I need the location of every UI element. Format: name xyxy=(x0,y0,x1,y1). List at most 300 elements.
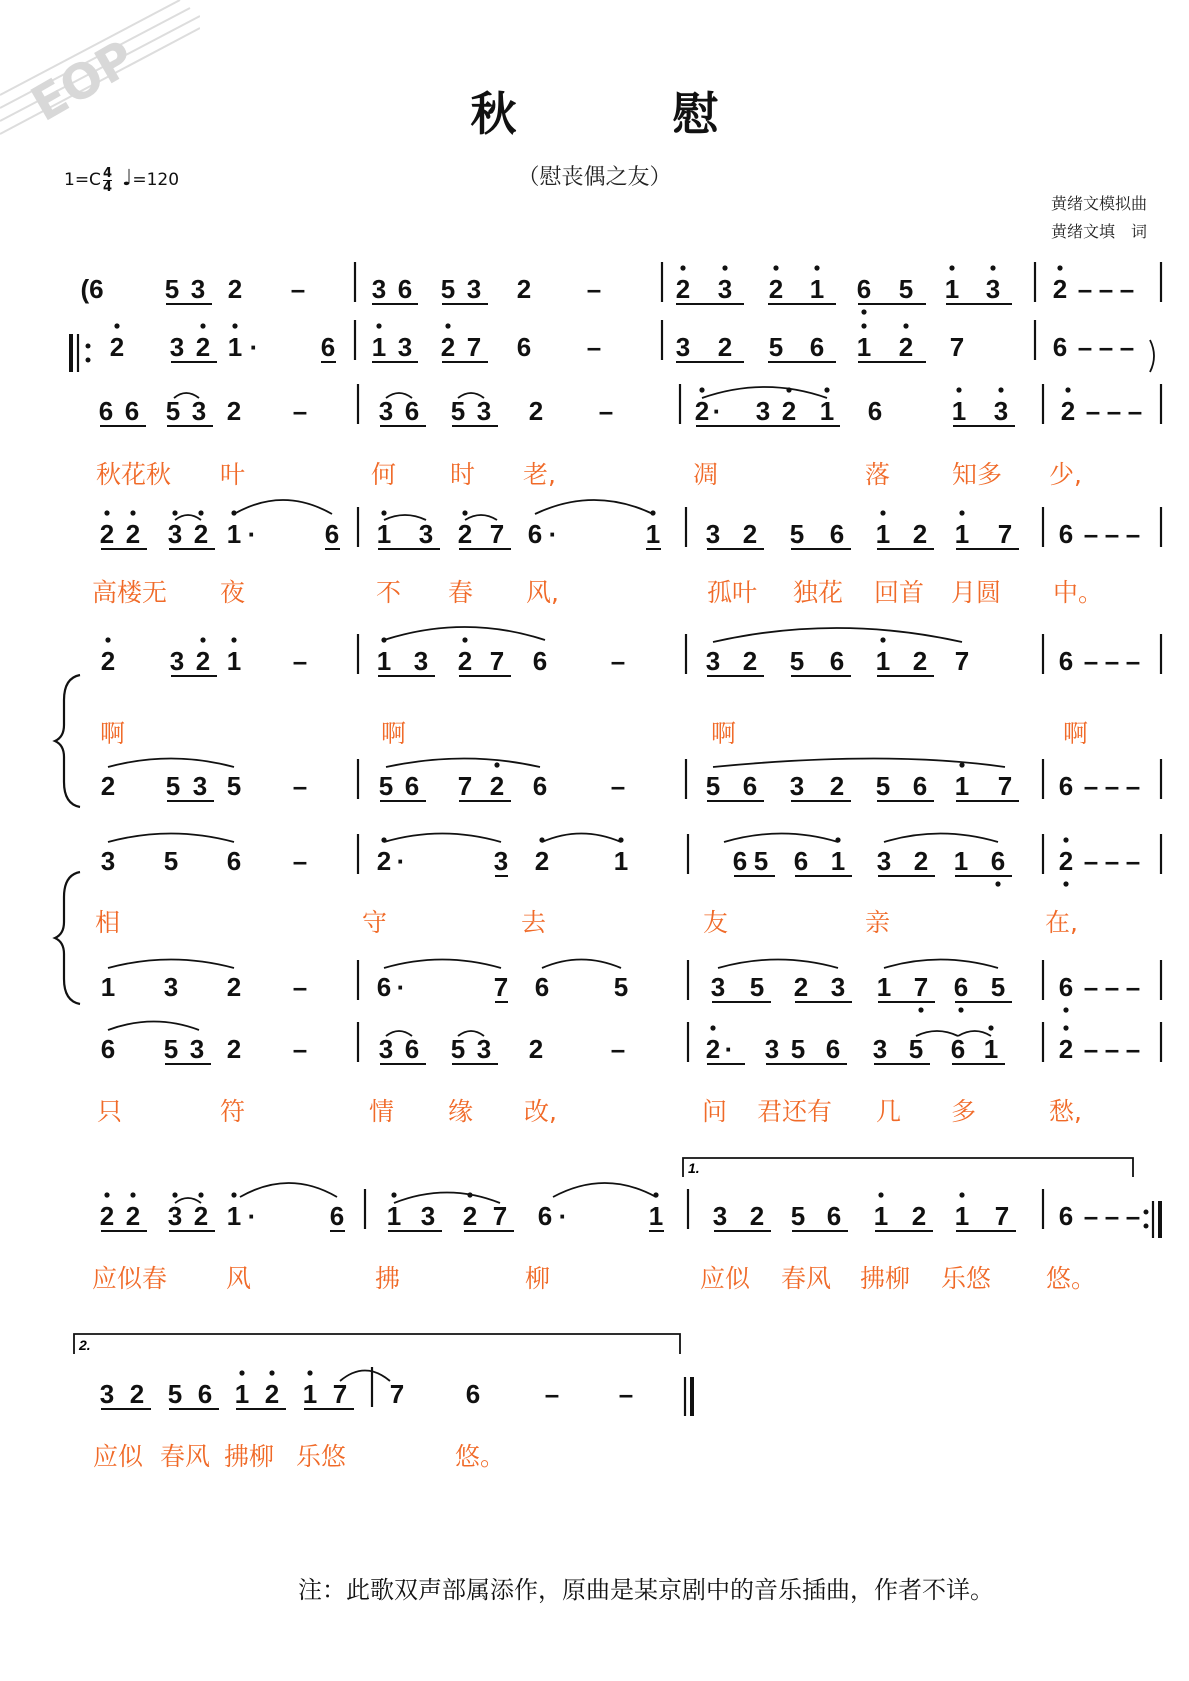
note: 5 xyxy=(898,274,914,304)
note: 6 xyxy=(404,771,420,801)
note: 2 xyxy=(528,396,544,426)
octave-dot-high xyxy=(200,637,205,642)
lyric-word: 不 xyxy=(376,578,402,607)
note: 2 xyxy=(227,274,243,304)
notation-row-5 xyxy=(101,634,1161,676)
note: 1 xyxy=(953,846,969,876)
note: 3 xyxy=(192,771,208,801)
note: 1 xyxy=(302,1379,318,1409)
note: 2 xyxy=(193,519,209,549)
lyric-line-1 xyxy=(96,460,1082,489)
lyric-word: 啊 xyxy=(1063,719,1089,748)
note: 3 xyxy=(675,332,691,362)
lyric-word: 独花 xyxy=(793,578,844,607)
note: · xyxy=(396,972,406,1002)
octave-dot-high xyxy=(680,265,685,270)
note: 3 xyxy=(167,519,183,549)
octave-dot-high xyxy=(130,510,135,515)
note: 7 xyxy=(489,646,505,676)
note: 5 xyxy=(790,1034,806,1064)
note: – xyxy=(1083,972,1099,1002)
note: 3 xyxy=(755,396,771,426)
notation-row-11 xyxy=(100,1367,633,1409)
octave-dot-high xyxy=(231,1192,236,1197)
note: – xyxy=(1119,332,1135,362)
lyric-word: 拂柳 xyxy=(860,1264,911,1293)
octave-dot-high xyxy=(231,637,236,642)
note: 5 xyxy=(163,1034,179,1064)
note: 6 xyxy=(990,846,1006,876)
note: 2 xyxy=(913,846,929,876)
octave-dot-high xyxy=(462,510,467,515)
note: – xyxy=(1104,646,1120,676)
note: 2 xyxy=(912,646,928,676)
octave-dot-high xyxy=(232,323,237,328)
lyric-word: 风, xyxy=(526,578,559,607)
note: · xyxy=(396,846,406,876)
note: 6 xyxy=(100,1034,116,1064)
note: 6 xyxy=(829,519,845,549)
note: 6 xyxy=(404,1034,420,1064)
lyric-word: 凋 xyxy=(693,460,719,489)
note: – xyxy=(618,1379,634,1409)
note: 2 xyxy=(489,771,505,801)
note: 3 xyxy=(397,332,413,362)
note: 6 xyxy=(826,1201,842,1231)
note: – xyxy=(290,274,306,304)
octave-dot-high xyxy=(988,1025,993,1030)
note: – xyxy=(1083,846,1099,876)
note: – xyxy=(1125,972,1141,1002)
note: 6 xyxy=(329,1201,345,1231)
lyric-word: 友 xyxy=(703,908,729,937)
octave-dot-high xyxy=(878,1192,883,1197)
octave-dot-high xyxy=(200,323,205,328)
lyric-word: 守 xyxy=(362,908,388,937)
note: 2 xyxy=(99,519,115,549)
lyric-word: 高楼无 xyxy=(92,578,168,607)
note: 6 xyxy=(1052,332,1068,362)
note: – xyxy=(610,771,626,801)
note: 5 xyxy=(165,771,181,801)
volta-bracket-2 xyxy=(74,1334,680,1354)
note: 6 xyxy=(537,1201,553,1231)
note: 6 xyxy=(1058,519,1074,549)
note: 6 xyxy=(950,1034,966,1064)
octave-dot-high xyxy=(104,1192,109,1197)
note: – xyxy=(1125,846,1141,876)
lyric-word: 春风 xyxy=(160,1442,211,1471)
octave-dot-high xyxy=(104,510,109,515)
lyric-word: 风 xyxy=(226,1264,252,1293)
octave-dot-high xyxy=(1057,265,1062,270)
octave-dot-high xyxy=(722,265,727,270)
note: 2 xyxy=(264,1379,280,1409)
octave-dot-high xyxy=(462,637,467,642)
note: 5 xyxy=(790,1201,806,1231)
note: 1 xyxy=(371,332,387,362)
octave-dot-high xyxy=(1063,1025,1068,1030)
lyric-word: 只 xyxy=(97,1097,123,1126)
note: 1 xyxy=(226,1201,242,1231)
lyric-word: 去 xyxy=(521,908,547,937)
note: 2 xyxy=(717,332,733,362)
note: 1 xyxy=(809,274,825,304)
lyric-word: 应似 xyxy=(700,1264,751,1293)
note: 6 xyxy=(534,972,550,1002)
note: 3 xyxy=(418,519,434,549)
note: – xyxy=(1125,1034,1141,1064)
octave-dot-high xyxy=(998,387,1003,392)
lyric-word: 悠。 xyxy=(1046,1264,1097,1293)
note: 3 xyxy=(466,274,482,304)
note: 6 xyxy=(829,646,845,676)
note: 6 xyxy=(742,771,758,801)
note: 6 xyxy=(376,972,392,1002)
note: 7 xyxy=(332,1379,348,1409)
notation-row-1 xyxy=(80,262,1161,315)
octave-dot-high xyxy=(880,637,885,642)
note: 5 xyxy=(450,1034,466,1064)
octave-dot-high xyxy=(130,1192,135,1197)
lyric-word: 亲 xyxy=(865,908,891,937)
note: – xyxy=(1125,646,1141,676)
note: 2 xyxy=(440,332,456,362)
octave-dot-high xyxy=(105,637,110,642)
note: · xyxy=(558,1201,568,1231)
note: 7 xyxy=(994,1201,1010,1231)
note: 3 xyxy=(189,1034,205,1064)
note: 3 xyxy=(163,972,179,1002)
octave-dot-high xyxy=(861,323,866,328)
note: – xyxy=(1125,1201,1141,1231)
lyric-word: 情 xyxy=(369,1097,395,1126)
note: 2 xyxy=(768,274,784,304)
lyric-line-2 xyxy=(92,578,1103,607)
watermark-text: EOP xyxy=(22,29,145,133)
note: – xyxy=(292,646,308,676)
repeat-end-sign xyxy=(1144,1201,1161,1238)
note: 3 xyxy=(830,972,846,1002)
lyric-word: 时 xyxy=(450,460,476,489)
notation-row-7 xyxy=(101,834,1161,887)
song-subtitle: （慰丧偶之友） xyxy=(517,165,672,190)
tempo-marking: =120 xyxy=(132,170,180,190)
lyric-word: 几 xyxy=(876,1097,902,1126)
lyric-line-3 xyxy=(100,719,1088,748)
note: 6 xyxy=(1058,646,1074,676)
note: 2 xyxy=(1052,274,1068,304)
octave-dot-high xyxy=(307,1370,312,1375)
note: 2 xyxy=(1058,1034,1074,1064)
octave-dot-high xyxy=(956,387,961,392)
note: 1 xyxy=(819,396,835,426)
lyric-line-5 xyxy=(97,1097,1082,1126)
note: 1 xyxy=(645,519,661,549)
note: 3 xyxy=(717,274,733,304)
key-signature: 1=C xyxy=(64,170,101,190)
octave-dot-high xyxy=(699,387,704,392)
lyric-word: 多 xyxy=(951,1097,977,1126)
lyric-word: 叶 xyxy=(220,460,246,489)
lyric-word: 乐悠 xyxy=(941,1264,992,1293)
lyric-line-4 xyxy=(95,908,1078,937)
note: 5 xyxy=(163,846,179,876)
note: 1 xyxy=(875,519,891,549)
note: 6 xyxy=(404,396,420,426)
note: 5 xyxy=(167,1379,183,1409)
note: 1 xyxy=(954,519,970,549)
note: 7 xyxy=(466,332,482,362)
note: 2 xyxy=(109,332,125,362)
note: 7 xyxy=(489,519,505,549)
note: 2 xyxy=(195,332,211,362)
note: 2 xyxy=(705,1034,721,1064)
note: 2 xyxy=(226,1034,242,1064)
time-sig-top: 4 xyxy=(102,165,112,181)
note: – xyxy=(1104,972,1120,1002)
note: 5 xyxy=(753,846,769,876)
note: – xyxy=(1104,1034,1120,1064)
note: – xyxy=(1104,846,1120,876)
lyric-word: 君还有 xyxy=(757,1097,833,1126)
notation-row-10 xyxy=(100,1189,1140,1231)
octave-dot-high xyxy=(114,323,119,328)
note: 2 xyxy=(781,396,797,426)
note: 3 xyxy=(476,1034,492,1064)
note: 6 xyxy=(793,846,809,876)
note: – xyxy=(1104,1201,1120,1231)
note: 7 xyxy=(493,972,509,1002)
note: 1 xyxy=(876,972,892,1002)
note: · xyxy=(724,1034,734,1064)
volta-1-label: 1. xyxy=(688,1160,700,1176)
note: 6 xyxy=(825,1034,841,1064)
note: – xyxy=(1104,519,1120,549)
note: 5 xyxy=(164,274,180,304)
octave-dot-high xyxy=(381,510,386,515)
note: 5 xyxy=(613,972,629,1002)
quarter-note-icon: ♩ xyxy=(121,166,133,191)
note: 1 xyxy=(983,1034,999,1064)
note: 3 xyxy=(378,396,394,426)
lyric-word: 回首 xyxy=(874,578,925,607)
composer-credit: 黄绪文模拟曲 xyxy=(1050,194,1147,213)
lyric-word: 落 xyxy=(865,460,891,489)
note: 2 xyxy=(99,1201,115,1231)
notation-row-3 xyxy=(99,384,1161,426)
note: · xyxy=(247,1201,257,1231)
note: · xyxy=(249,332,259,362)
note: 2 xyxy=(100,646,116,676)
note: – xyxy=(292,1034,308,1064)
note: – xyxy=(1098,332,1114,362)
note: – xyxy=(1083,1034,1099,1064)
note: 2 xyxy=(100,771,116,801)
note: 5 xyxy=(749,972,765,1002)
note: 3 xyxy=(705,519,721,549)
lyric-word: 在, xyxy=(1045,908,1078,937)
lyric-word: 夜 xyxy=(220,578,246,607)
octave-dot-high xyxy=(773,265,778,270)
octave-dot-high xyxy=(172,1192,177,1197)
lyric-word: 月圆 xyxy=(951,578,1002,607)
octave-dot-high xyxy=(959,510,964,515)
note: 2 xyxy=(193,1201,209,1231)
octave-dot-high xyxy=(949,265,954,270)
note: 3 xyxy=(169,332,185,362)
note: – xyxy=(586,332,602,362)
note: 1 xyxy=(875,646,891,676)
repeat-start-sign xyxy=(71,334,91,372)
note: 5 xyxy=(705,771,721,801)
lyric-word: 春 xyxy=(448,578,474,607)
lyric-word: 啊 xyxy=(381,719,407,748)
note: 3 xyxy=(378,1034,394,1064)
note: 7 xyxy=(949,332,965,362)
octave-dot-high xyxy=(198,1192,203,1197)
lyric-word: 应似 xyxy=(93,1442,144,1471)
note: · xyxy=(548,519,558,549)
note: 3 xyxy=(191,396,207,426)
lyric-word: 老, xyxy=(523,460,556,489)
note: 7 xyxy=(389,1379,405,1409)
octave-dot-high xyxy=(391,1192,396,1197)
note: 5 xyxy=(789,646,805,676)
octave-dot-low xyxy=(995,881,1000,886)
lyric-word: 啊 xyxy=(711,719,737,748)
note: 1 xyxy=(234,1379,250,1409)
note: – xyxy=(1127,396,1143,426)
footnote: 注：此歌双声部属添作，原曲是某京剧中的音乐插曲，作者不详。 xyxy=(298,1576,994,1604)
lyric-word: 拂柳 xyxy=(224,1442,275,1471)
note: 5 xyxy=(450,396,466,426)
octave-dot-low xyxy=(861,309,866,314)
note: 6 xyxy=(856,274,872,304)
octave-dot-low xyxy=(1063,1007,1068,1012)
lyric-word: 孤叶 xyxy=(707,578,758,607)
note: – xyxy=(1098,274,1114,304)
note: 2 xyxy=(125,1201,141,1231)
note: 6 xyxy=(732,846,748,876)
lyric-word: 秋花秋 xyxy=(96,460,172,489)
octave-dot-high xyxy=(959,762,964,767)
note: 5 xyxy=(378,771,394,801)
lyric-word: 悠。 xyxy=(455,1442,506,1471)
note: 5 xyxy=(875,771,891,801)
note: 2 xyxy=(675,274,691,304)
note: 2 xyxy=(462,1201,478,1231)
lyric-word: 缘 xyxy=(448,1097,474,1126)
note: 5 xyxy=(226,771,242,801)
octave-dot-high xyxy=(959,1192,964,1197)
note: 2 xyxy=(195,646,211,676)
note: 3 xyxy=(712,1201,728,1231)
note: 5 xyxy=(165,396,181,426)
note: – xyxy=(1125,771,1141,801)
note: – xyxy=(292,972,308,1002)
note: 2 xyxy=(829,771,845,801)
lyric-word: 改, xyxy=(524,1097,557,1126)
octave-dot-high xyxy=(376,323,381,328)
song-title: 秋 慰 xyxy=(470,87,789,141)
note: 6 xyxy=(867,396,883,426)
octave-dot-high xyxy=(198,510,203,515)
note: 3 xyxy=(420,1201,436,1231)
note: 5 xyxy=(768,332,784,362)
note: – xyxy=(586,274,602,304)
note: – xyxy=(1106,396,1122,426)
note: · xyxy=(247,519,257,549)
note: 6 xyxy=(516,332,532,362)
note: 2 xyxy=(742,646,758,676)
note: – xyxy=(610,1034,626,1064)
note: 6 xyxy=(98,396,114,426)
note: 6 xyxy=(465,1379,481,1409)
note: 7 xyxy=(457,771,473,801)
note: 3 xyxy=(705,646,721,676)
note: 3 xyxy=(985,274,1001,304)
note: 6 xyxy=(397,274,413,304)
note: 2 xyxy=(457,646,473,676)
note: 6 xyxy=(809,332,825,362)
lyric-word: 柳 xyxy=(525,1264,551,1293)
note: 3 xyxy=(872,1034,888,1064)
note: 3 xyxy=(710,972,726,1002)
note: 3 xyxy=(993,396,1009,426)
octave-dot-high xyxy=(824,387,829,392)
note: – xyxy=(544,1379,560,1409)
note: 6 xyxy=(197,1379,213,1409)
octave-dot-high xyxy=(445,323,450,328)
brace-lower xyxy=(55,872,80,1004)
note: 6 xyxy=(320,332,336,362)
lyric-word: 愁, xyxy=(1049,1097,1082,1126)
octave-dot-low xyxy=(958,1007,963,1012)
note: 6 xyxy=(527,519,543,549)
notation-row-2 xyxy=(110,320,1134,362)
note: 7 xyxy=(954,646,970,676)
note: 2 xyxy=(528,1034,544,1064)
note: 3 xyxy=(413,646,429,676)
note: 2 xyxy=(1060,396,1076,426)
note: 2 xyxy=(226,396,242,426)
note: 1 xyxy=(951,396,967,426)
note: 3 xyxy=(167,1201,183,1231)
note: 2 xyxy=(911,1201,927,1231)
lyric-word: 应似春 xyxy=(92,1264,168,1293)
note: 2 xyxy=(129,1379,145,1409)
note: 3 xyxy=(169,646,185,676)
note: – xyxy=(1085,396,1101,426)
note: 1 xyxy=(386,1201,402,1231)
note: 2 xyxy=(376,846,392,876)
lyricist-credit: 黄绪文填 词 xyxy=(1050,222,1147,241)
octave-dot-high xyxy=(710,1025,715,1030)
note: 3 xyxy=(764,1034,780,1064)
note: 1 xyxy=(648,1201,664,1231)
octave-dot-high xyxy=(1063,837,1068,842)
note: 1 xyxy=(376,646,392,676)
note: 2 xyxy=(1058,846,1074,876)
time-sig-bottom: 4 xyxy=(102,179,112,195)
note: 2 xyxy=(534,846,550,876)
note: 3 xyxy=(371,274,387,304)
note: 3 xyxy=(789,771,805,801)
note: – xyxy=(1077,332,1093,362)
note: 2 xyxy=(912,519,928,549)
note: 1 xyxy=(227,332,243,362)
